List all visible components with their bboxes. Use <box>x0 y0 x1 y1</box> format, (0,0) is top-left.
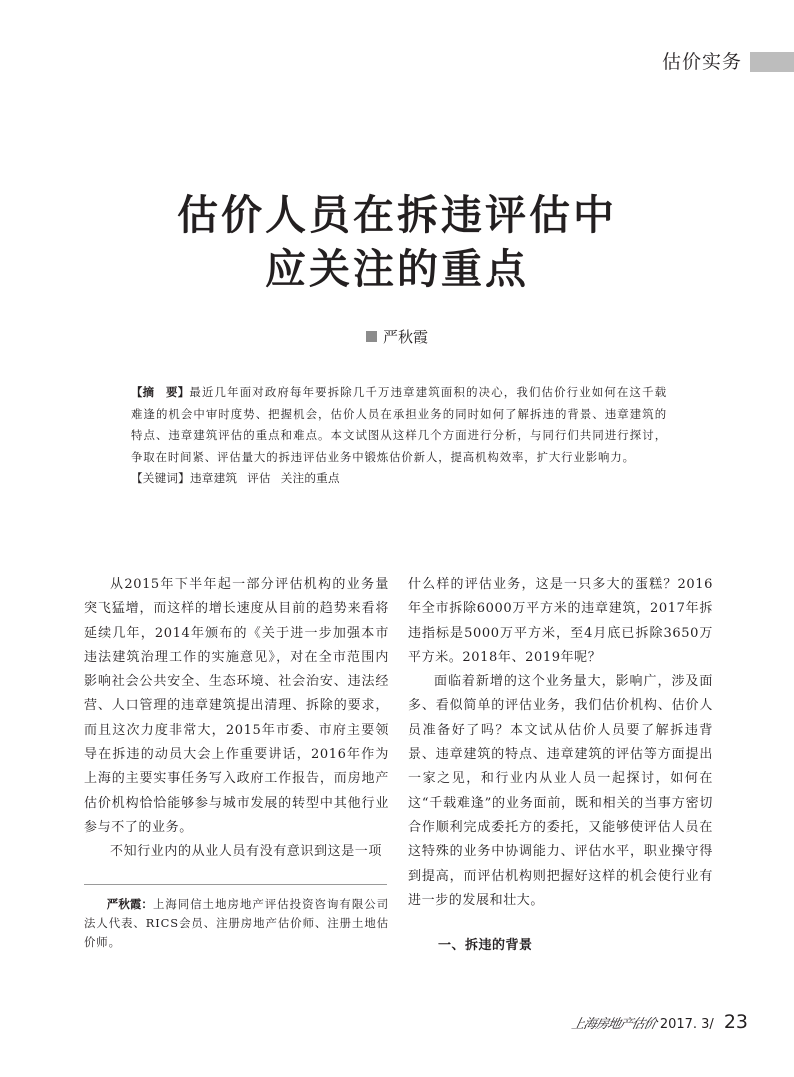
section-label: 估价实务 <box>661 51 742 73</box>
author-byline <box>0 326 794 348</box>
author-note-name: 严秋霞： <box>106 897 153 911</box>
keywords <box>131 468 667 490</box>
abstract-label: 【摘 要】 <box>131 385 190 399</box>
article-title <box>0 188 794 296</box>
square-bullet-icon <box>366 331 377 342</box>
title-line-1: 估价人员在拆违评估中 <box>177 191 617 239</box>
issue-number: 2017. 3/ <box>659 1017 714 1032</box>
section-tag <box>662 50 794 74</box>
paragraph: 从2015年下半年起一部分评估机构的业务量突飞猛增，而这样的增长速度从目前的趋势来看将延续几年，2014年颁布的《关于进一步加强本市违法建筑治理工作的实施意见》，对在全市范围内影响社会公共安全、生态环境、社会治安、违法经营、人口管理的违章建筑提出清理、拆除的要求，而且这次力度非常大，2015年市委、市府主要领导在拆违的动员大会上作重要讲话，2016年作为上海的主要实事任务写入政府工作报告，而房地产估价机构恰恰能够参与城市发展的转型中其他行业参与不了的业务。 <box>84 577 389 835</box>
paragraph: 面临着新增的这个业务量大，影响广，涉及面多、看似简单的评估业务，我们估价机构、估价人员准备好了吗？本文试从估价人员要了解拆违背景、违章建筑的特点、违章建筑的评估等方面提出一家之见，和行业内从业人员一起探讨，如何在这“千载难逢”的业务面前，既和相关的当事方密切合作顺利完成委托方的委托，又能够使评估人员在这特殊的业务中协调能力、评估水平，职业操守得到提高，而评估机构则把握好这样的机会使行业有进一步的发展和壮大。 <box>408 674 713 908</box>
author-name: 严秋霞 <box>382 328 428 346</box>
keyword: 评估 <box>247 471 271 485</box>
paragraph: 什么样的评估业务，这是一只多大的蛋糕？2016年全市拆除6000万平方米的违章建筑，2017年拆违指标是5000万平方米，至4月底已拆除3650万平方米。2018年、2019年呢？ <box>408 577 713 665</box>
page-number: 23 <box>723 1011 748 1033</box>
abstract-text: 最近几年面对政府每年要拆除几千万违章建筑面积的决心，我们估价行业如何在这千载难逢的机会中审时度势、把握机会，估价人员在承担业务的同时如何了解拆违的背景、违章建筑的特点、违章建筑评估的重点和难点。本文试图从这样几个方面进行分析，与同行们共同进行探讨，争取在时间紧、评估量大的拆违评估业务中锻炼估价新人，提高机构效率，扩大行业影响力。 <box>131 385 667 464</box>
abstract-block <box>131 382 667 490</box>
abstract <box>131 382 667 468</box>
keywords-label: 【关键词】 <box>131 471 190 485</box>
footnote-divider <box>84 884 387 885</box>
author-note <box>84 895 389 952</box>
section-tag-bar <box>750 52 794 72</box>
author-note-text: 上海同信土地房地产评估投资咨询有限公司法人代表、RICS会员、注册房地产估价师、注册土地估价师。 <box>84 897 389 949</box>
section-heading: 一、拆违的背景 <box>438 938 533 953</box>
journal-logo: 上海房地产估价 <box>569 1017 657 1032</box>
keyword: 违章建筑 <box>189 471 238 485</box>
title-line-2: 应关注的重点 <box>265 245 529 293</box>
paragraph: 不知行业内的从业人员有没有意识到这是一项 <box>110 844 383 860</box>
body-column-left <box>84 573 389 865</box>
body-column-right <box>408 573 713 913</box>
keyword: 关注的重点 <box>280 471 340 485</box>
page-footer <box>569 1011 748 1033</box>
